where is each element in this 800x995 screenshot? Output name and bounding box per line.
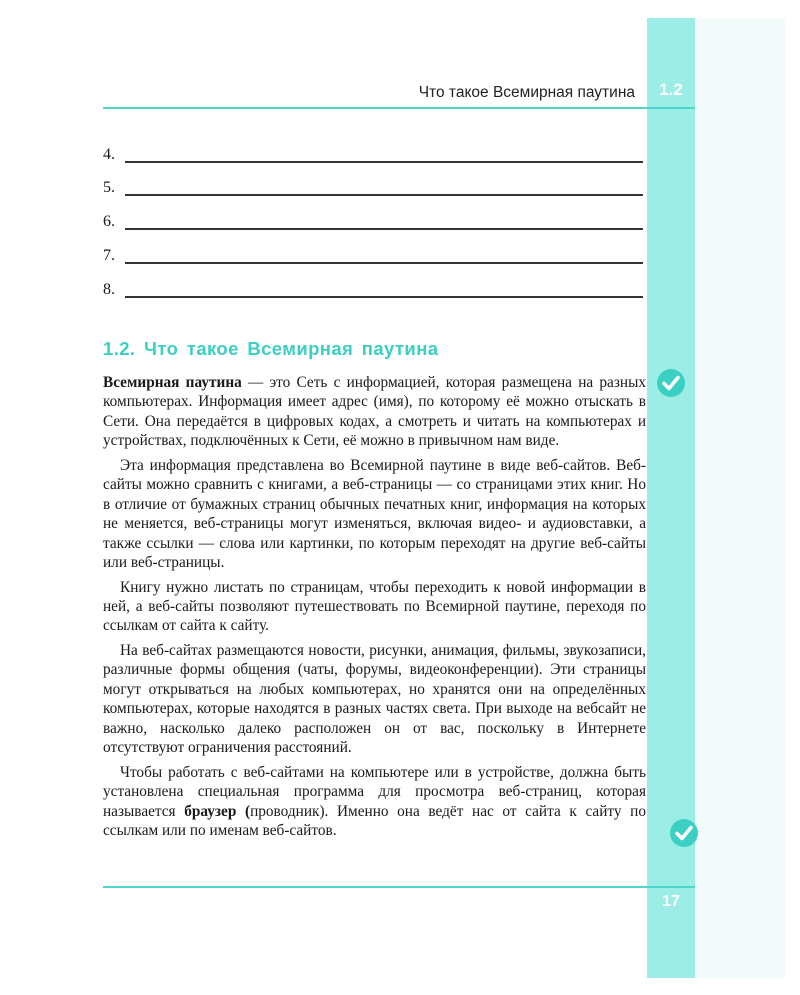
paragraph: Книгу нужно листать по страницам, чтобы переходить к новой информации в ней, а веб-сайты позволяют путешествовать по Всемирной паутине, переходя по ссылкам от сайта к сайту.	[103, 578, 646, 635]
answer-line-rule	[125, 262, 643, 264]
answer-line[interactable]	[103, 280, 643, 304]
term-bold: Всемирная паутина	[103, 374, 242, 391]
answer-line-number: 8.	[103, 281, 115, 298]
running-title: Что такое Всемирная паутина	[418, 84, 635, 101]
paragraph: Эта информация представлена во Всемирной паутине в виде веб-сайтов. Веб-сайты можно сравнить с книгами, а веб-страницы — со страницами этих книг. Но в отличие от бумажных страниц обычных печатных книг, информация на которых не меняется, веб-страницы могут изменяться, включая видео- и аудиовставки, а также ссылки — слова или картинки, по которым переходят на другие веб-сайты или веб-страницы.	[103, 456, 646, 572]
check-circle-icon	[669, 818, 699, 848]
check-circle-icon	[656, 368, 686, 398]
paragraph	[103, 763, 646, 841]
answer-line-number: 7.	[103, 247, 115, 264]
answer-line[interactable]	[103, 212, 643, 236]
answer-line[interactable]	[103, 178, 643, 202]
paragraph	[103, 373, 646, 451]
paragraph-text: Чтобы работать с веб-сайтами на компьютере или в устройстве, должна быть установлена специальная программа для просмотра веб-страниц, которая называется	[103, 763, 646, 820]
header-rule	[103, 107, 695, 109]
answer-line-number: 5.	[103, 179, 115, 196]
answer-line[interactable]	[103, 246, 643, 270]
answer-line-rule	[125, 296, 643, 298]
term-bold: браузер (	[184, 802, 251, 820]
answer-line[interactable]	[103, 145, 643, 169]
section-tab: 1.2	[659, 80, 683, 99]
paragraph-text: — это Сеть с информацией, которая размещена на разных компьютерах. Информация имеет адрес (имя), по которому её можно отыскать в Сети. Она передаётся в цифровых кодах, а смотреть и читать на компьютерах и устройствах, подключённых к Сети, её можно в привычном нам виде.	[103, 374, 646, 450]
page-edge	[695, 18, 785, 978]
answer-line-number: 6.	[103, 213, 115, 230]
paragraph: На веб-сайтах размещаются новости, рисунки, анимация, фильмы, звукозаписи, различные формы общения (чаты, форумы, видеоконференции). Эти страницы могут открываться на любых компьютерах, но хранятся они на определённых компьютерах, которые находятся в разных частях света. При выходе на вебсайт не важно, насколько далеко расположен он от вас, поскольку в Интернете отсутствуют ограничения расстояний.	[103, 641, 646, 757]
answer-line-number: 4.	[103, 146, 115, 163]
answer-line-rule	[125, 161, 643, 163]
answer-line-rule	[125, 228, 643, 230]
answer-line-rule	[125, 194, 643, 196]
footer-rule	[103, 886, 695, 888]
section-heading: 1.2. Что такое Всемирная паутина	[103, 338, 439, 359]
paragraph-text: проводник). Именно она ведёт нас от сайта к сайту по ссылкам или по именам веб-сайтов.	[103, 802, 646, 839]
body-text	[103, 373, 646, 845]
page-number: 17	[662, 893, 680, 910]
